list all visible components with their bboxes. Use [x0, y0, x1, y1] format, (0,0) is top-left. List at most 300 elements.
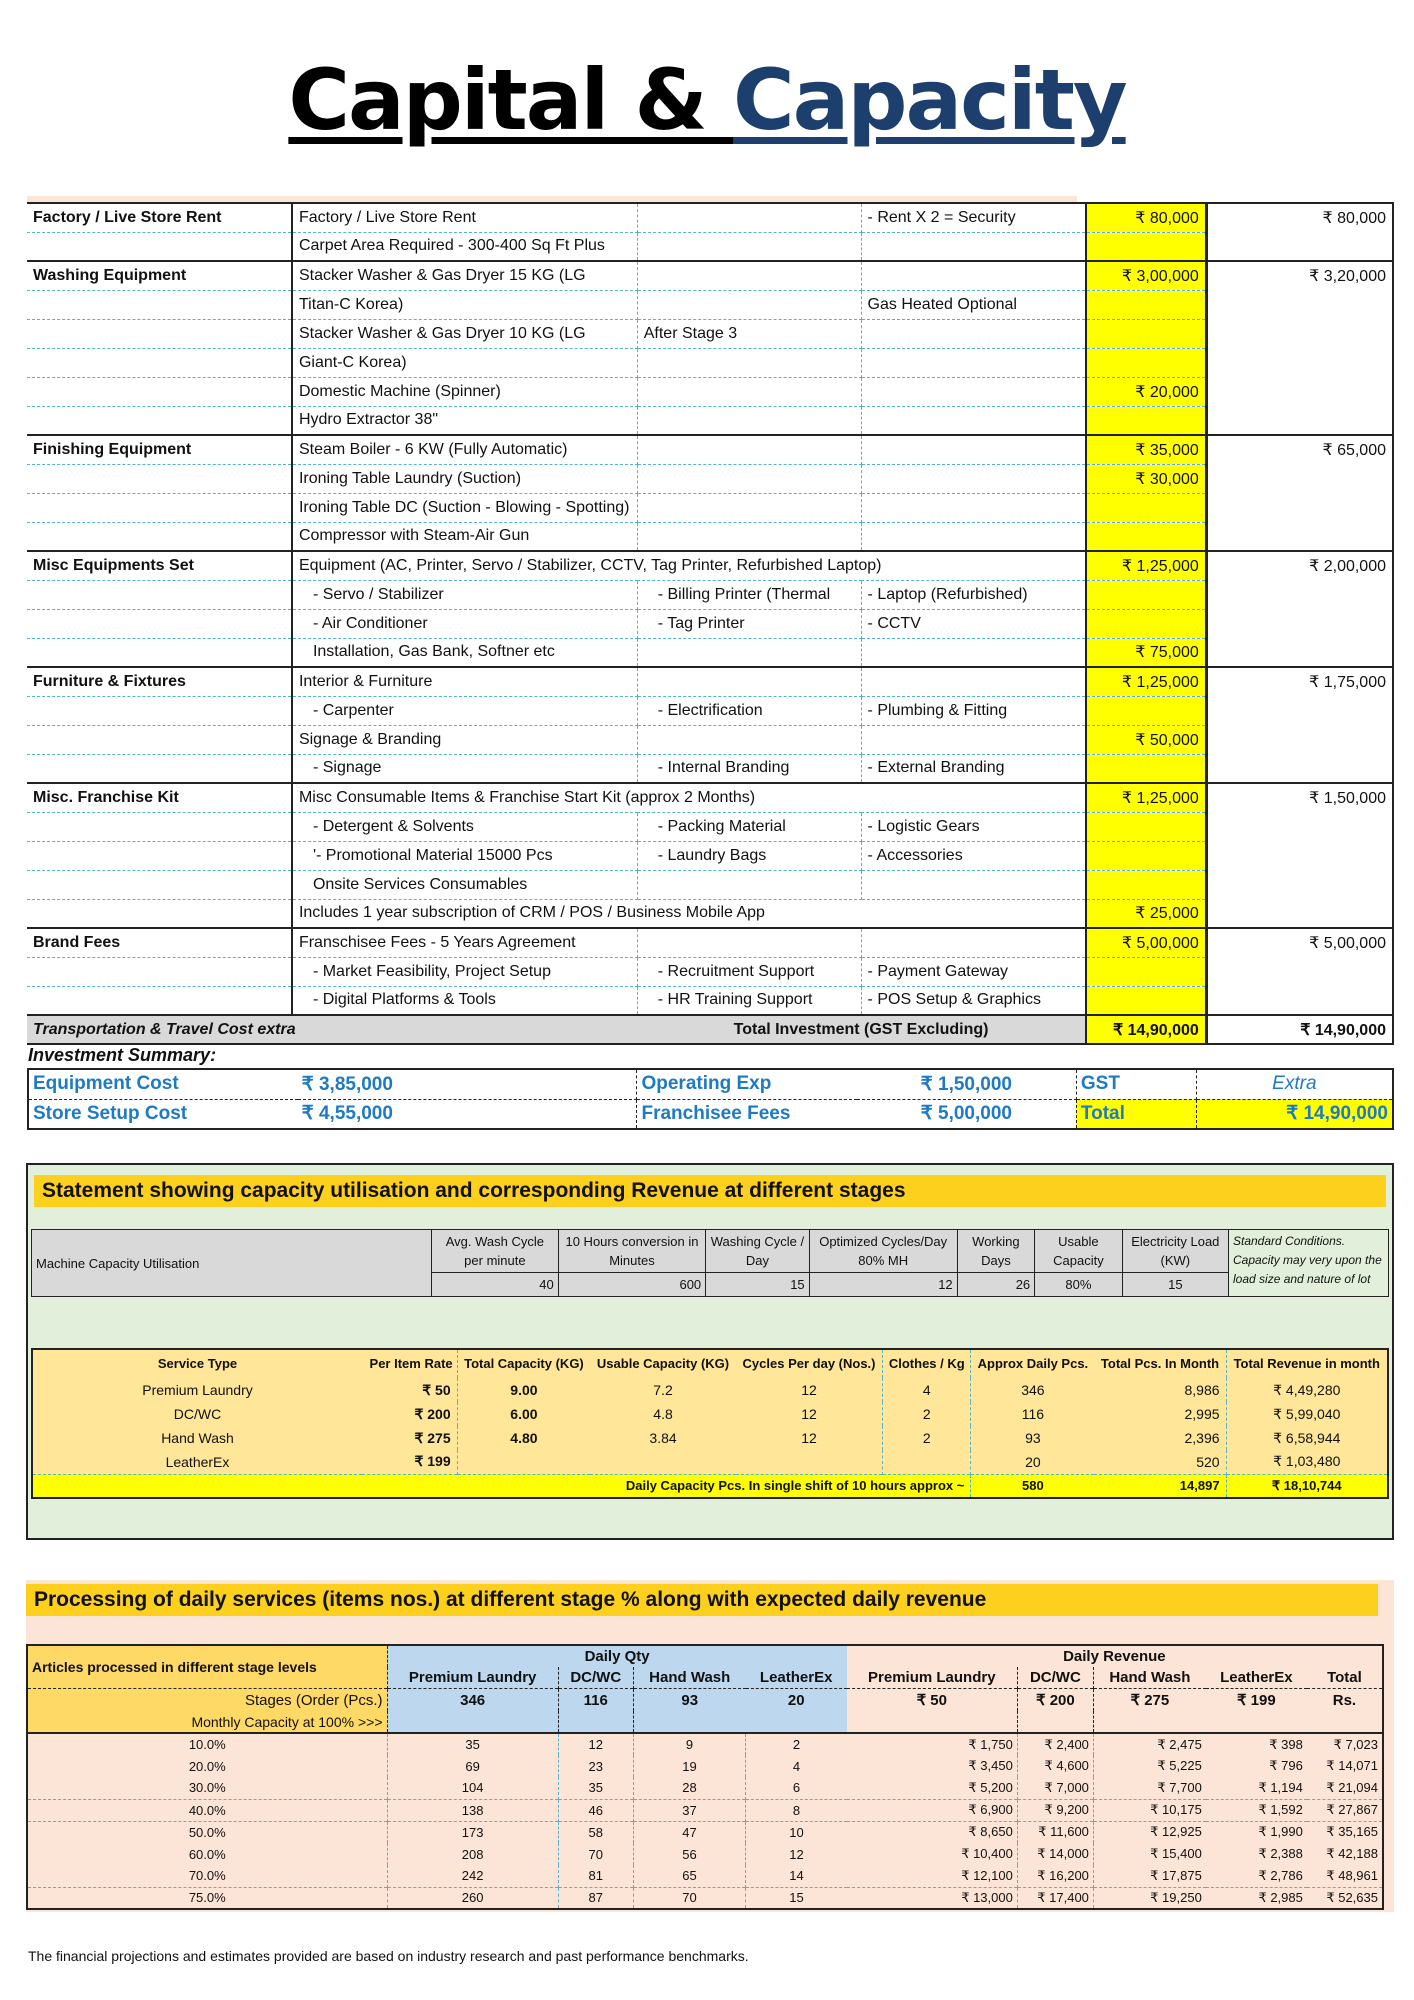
qty-column-header: Premium Laundry [387, 1667, 558, 1689]
footer-note: The financial projections and estimates provided are based on industry research and past performance benchmarks. [28, 1948, 749, 1964]
group-name: Brand Fees [27, 928, 292, 957]
stages-order-row [27, 1689, 1383, 1712]
item-description: Stacker Washer & Gas Dryer 15 KG (LG [292, 261, 637, 290]
item-detail-2 [637, 928, 861, 957]
stage-cell: ₹ 14,071 [1307, 1755, 1383, 1777]
standard-conditions-note: Standard Conditions. Capacity may very upon the load size and nature of lot [1229, 1230, 1389, 1297]
stage-cell: 138 [387, 1799, 558, 1821]
investment-table [27, 202, 1394, 1045]
stage-cell: ₹ 2,786 [1206, 1865, 1307, 1887]
group-name-empty [27, 348, 292, 377]
service-cell: 2 [883, 1402, 971, 1426]
order-qty: 20 [746, 1689, 847, 1712]
daily-capacity-label: Daily Capacity Pcs. In single shift of 10 hours approx ~ [32, 1474, 971, 1498]
group-name-empty [27, 696, 292, 725]
qty-column-header: LeatherEx [746, 1667, 847, 1689]
revenue-column-header: Hand Wash [1093, 1667, 1205, 1689]
service-cell [736, 1450, 883, 1474]
stage-cell: ₹ 9,200 [1017, 1799, 1093, 1821]
service-header: Cycles Per day (Nos.) [742, 1356, 876, 1371]
item-description: - Carpenter [292, 696, 637, 725]
qty-column-header: DC/WC [558, 1667, 633, 1689]
service-cell: ₹ 200 [414, 1405, 451, 1422]
group-subtotal: ₹ 1,50,000 [1206, 783, 1393, 928]
item-description: - Detergent & Solvents [292, 812, 637, 841]
order-qty: 116 [558, 1689, 633, 1712]
group-name-empty [27, 580, 292, 609]
item-detail-3: - Logistic Gears [861, 812, 1086, 841]
stage-cell: 56 [633, 1843, 745, 1865]
service-cell: 7.2 [653, 1382, 673, 1398]
investment-row [27, 928, 1393, 957]
stage-cell: 2 [746, 1733, 847, 1755]
item-amount [1086, 812, 1206, 841]
item-amount: ₹ 80,000 [1086, 203, 1206, 232]
investment-row [27, 725, 1393, 754]
daily-capacity-total: 14,897 [1094, 1474, 1226, 1498]
item-description: Titan-C Korea) [292, 290, 637, 319]
stage-cell: ₹ 5,200 [847, 1777, 1018, 1799]
item-description: Ironing Table Laundry (Suction) [292, 464, 637, 493]
group-name-empty [27, 986, 292, 1015]
item-detail-3 [861, 464, 1086, 493]
group-subtotal: ₹ 3,20,000 [1206, 261, 1393, 435]
stage-cell: 14 [746, 1865, 847, 1887]
item-description: Stacker Washer & Gas Dryer 10 KG (LG [292, 319, 637, 348]
item-detail-2: - Electrification [637, 696, 861, 725]
stage-row [27, 1777, 1383, 1799]
item-description: '- Promotional Material 15000 Pcs [292, 841, 637, 870]
service-header: Total Capacity (KG) [457, 1349, 590, 1378]
group-name-empty [27, 464, 292, 493]
service-cell: ₹ 5,99,040 [1226, 1402, 1388, 1426]
stage-percent: 70.0% [27, 1865, 387, 1887]
daily-capacity-total: 580 [971, 1474, 1095, 1498]
stage-percent: 20.0% [27, 1755, 387, 1777]
total-investment-amount: ₹ 14,90,000 [1086, 1015, 1206, 1044]
item-description: Includes 1 year subscription of CRM / POS / Business Mobile App [292, 899, 1086, 928]
service-cell: 346 [971, 1378, 1095, 1402]
service-cell: 12 [801, 1382, 817, 1398]
item-detail-2 [637, 377, 861, 406]
item-detail-2 [637, 870, 861, 899]
item-detail-3 [861, 522, 1086, 551]
investment-row [27, 667, 1393, 696]
summary-cell: ₹ 4,55,000 [298, 1099, 637, 1129]
summary-cell: Total [1076, 1099, 1196, 1129]
item-detail-3: - CCTV [861, 609, 1086, 638]
machine-header: Optimized Cycles/Day 80% MH [809, 1230, 957, 1273]
service-header: Service Type [157, 1356, 238, 1371]
total-investment-amount-2: ₹ 14,90,000 [1206, 1015, 1393, 1044]
summary-cell: Store Setup Cost [28, 1099, 298, 1129]
stages-table [26, 1644, 1384, 1910]
group-name-empty [27, 609, 292, 638]
item-detail-3: - External Branding [861, 754, 1086, 783]
investment-row [27, 899, 1393, 928]
group-name-empty [27, 638, 292, 667]
stage-cell: 58 [558, 1821, 633, 1843]
monthly-capacity-label: Monthly Capacity at 100% >>> [27, 1711, 387, 1733]
item-detail-3: - POS Setup & Graphics [861, 986, 1086, 1015]
machine-value: 26 [957, 1273, 1035, 1297]
stage-cell: ₹ 1,194 [1206, 1777, 1307, 1799]
title-part-capacity: Capacity [732, 51, 1126, 149]
group-name: Furniture & Fixtures [27, 667, 292, 696]
blank-cell [1093, 1711, 1205, 1733]
machine-capacity-table [31, 1229, 1389, 1297]
blank-cell [558, 1711, 633, 1733]
group-name-empty [27, 406, 292, 435]
stage-cell: ₹ 17,400 [1017, 1887, 1093, 1909]
item-amount [1086, 319, 1206, 348]
stage-cell: 19 [633, 1755, 745, 1777]
investment-row [27, 406, 1393, 435]
investment-row [27, 609, 1393, 638]
stage-cell: 104 [387, 1777, 558, 1799]
stage-cell: 23 [558, 1755, 633, 1777]
item-description: - Market Feasibility, Project Setup [292, 957, 637, 986]
stage-cell: 47 [633, 1821, 745, 1843]
group-name-empty [27, 319, 292, 348]
stage-row [27, 1887, 1383, 1909]
stage-percent: 60.0% [27, 1843, 387, 1865]
stages-row-label: Articles processed in different stage levels [27, 1645, 387, 1689]
stage-cell: ₹ 10,175 [1093, 1799, 1205, 1821]
item-description: Compressor with Steam-Air Gun [292, 522, 637, 551]
stage-cell: ₹ 14,000 [1017, 1843, 1093, 1865]
stage-cell: ₹ 19,250 [1093, 1887, 1205, 1909]
investment-row [27, 638, 1393, 667]
item-description: Equipment (AC, Printer, Servo / Stabilizer, CCTV, Tag Printer, Refurbished Laptop) [292, 551, 1086, 580]
service-cell: 12 [801, 1406, 817, 1422]
item-description: Interior & Furniture [292, 667, 637, 696]
service-cell: Premium Laundry [142, 1382, 253, 1398]
group-name-empty [27, 957, 292, 986]
stages-heading: Processing of daily services (items nos.) at different stage % along with expected daily revenue [26, 1584, 1378, 1616]
item-detail-3 [861, 261, 1086, 290]
service-cell: 3.84 [649, 1430, 677, 1446]
stage-cell: 12 [746, 1843, 847, 1865]
stage-cell: ₹ 7,700 [1093, 1777, 1205, 1799]
item-description: Ironing Table DC (Suction - Blowing - Spotting) [292, 493, 637, 522]
investment-summary-table [27, 1068, 1394, 1130]
service-cell: 2 [883, 1426, 971, 1450]
item-amount: ₹ 5,00,000 [1086, 928, 1206, 957]
blank-cell [1307, 1711, 1383, 1733]
summary-cell: Franchisee Fees [637, 1099, 857, 1129]
investment-row [27, 464, 1393, 493]
revenue-column-header: Total [1307, 1667, 1383, 1689]
item-detail-2 [637, 435, 861, 464]
service-cell: LeatherEx [165, 1453, 230, 1470]
group-name: Factory / Live Store Rent [27, 203, 292, 232]
service-cell: ₹ 4,49,280 [1226, 1378, 1388, 1402]
stage-cell: 69 [387, 1755, 558, 1777]
stage-row [27, 1843, 1383, 1865]
stage-cell: 46 [558, 1799, 633, 1821]
item-amount: ₹ 75,000 [1086, 638, 1206, 667]
stages-header-row [27, 1645, 1383, 1667]
stage-cell: 70 [558, 1843, 633, 1865]
group-subtotal: ₹ 65,000 [1206, 435, 1393, 551]
stage-cell: 35 [387, 1733, 558, 1755]
item-detail-2 [637, 290, 861, 319]
stage-cell: 12 [558, 1733, 633, 1755]
stage-cell: ₹ 2,388 [1206, 1843, 1307, 1865]
order-rate: ₹ 199 [1206, 1689, 1307, 1712]
service-header: Total Revenue in month [1226, 1349, 1388, 1378]
summary-cell: GST [1076, 1069, 1196, 1099]
service-row [32, 1402, 1388, 1426]
item-detail-2 [637, 522, 861, 551]
stage-cell: 70 [633, 1887, 745, 1909]
service-row [32, 1450, 1388, 1474]
stage-cell: 81 [558, 1865, 633, 1887]
order-rate: Rs. [1307, 1689, 1383, 1712]
summary-cell: Operating Exp [637, 1069, 857, 1099]
item-detail-3: - Accessories [861, 841, 1086, 870]
stage-row [27, 1733, 1383, 1755]
service-header: Total Pcs. In Month [1100, 1356, 1220, 1371]
summary-row [28, 1069, 1393, 1099]
stage-cell: ₹ 11,600 [1017, 1821, 1093, 1843]
stage-cell: ₹ 16,200 [1017, 1865, 1093, 1887]
stage-cell: ₹ 796 [1206, 1755, 1307, 1777]
machine-header: 10 Hours conversion in Minutes [558, 1230, 705, 1273]
item-description: Signage & Branding [292, 725, 637, 754]
item-detail-3 [861, 928, 1086, 957]
order-rate: ₹ 50 [847, 1689, 1018, 1712]
item-detail-3 [861, 435, 1086, 464]
item-amount [1086, 841, 1206, 870]
stage-cell: ₹ 6,900 [847, 1799, 1018, 1821]
group-name-empty [27, 232, 292, 261]
investment-row [27, 377, 1393, 406]
stage-cell: 15 [746, 1887, 847, 1909]
item-description: Domestic Machine (Spinner) [292, 377, 637, 406]
summary-cell: ₹ 5,00,000 [857, 1099, 1077, 1129]
machine-header: Washing Cycle / Day [706, 1230, 810, 1273]
group-name-empty [27, 754, 292, 783]
summary-cell: ₹ 14,90,000 [1196, 1099, 1393, 1129]
item-amount: ₹ 1,25,000 [1086, 551, 1206, 580]
service-cell: Hand Wash [161, 1430, 234, 1446]
item-detail-2: After Stage 3 [637, 319, 861, 348]
service-header: Usable Capacity (KG) [596, 1356, 730, 1371]
service-cell: 9.00 [457, 1378, 590, 1402]
item-detail-2 [637, 725, 861, 754]
item-detail-3 [861, 638, 1086, 667]
order-rate: ₹ 200 [1017, 1689, 1093, 1712]
stage-cell: ₹ 1,750 [847, 1733, 1018, 1755]
group-subtotal: ₹ 5,00,000 [1206, 928, 1393, 1015]
item-detail-3 [861, 232, 1086, 261]
item-amount [1086, 580, 1206, 609]
order-rate: ₹ 275 [1093, 1689, 1205, 1712]
machine-header: Usable Capacity [1035, 1230, 1123, 1273]
item-detail-3: Gas Heated Optional [861, 290, 1086, 319]
item-description: - Servo / Stabilizer [292, 580, 637, 609]
service-header: Clothes / Kg [883, 1349, 971, 1378]
stage-cell: ₹ 2,400 [1017, 1733, 1093, 1755]
stage-cell: ₹ 35,165 [1307, 1821, 1383, 1843]
group-name: Washing Equipment [27, 261, 292, 290]
stage-cell: 8 [746, 1799, 847, 1821]
item-detail-2: - Recruitment Support [637, 957, 861, 986]
service-cell: 93 [971, 1426, 1095, 1450]
item-detail-2 [637, 667, 861, 696]
item-description: Installation, Gas Bank, Softner etc [292, 638, 637, 667]
item-description: Carpet Area Required - 300-400 Sq Ft Plus [292, 232, 637, 261]
service-cell: ₹ 1,03,480 [1226, 1450, 1388, 1474]
group-name-empty [27, 290, 292, 319]
item-amount [1086, 406, 1206, 435]
item-detail-2: - Packing Material [637, 812, 861, 841]
revenue-column-header: Premium Laundry [847, 1667, 1018, 1689]
service-cell: 2,995 [1184, 1406, 1220, 1422]
item-amount [1086, 754, 1206, 783]
item-detail-3: - Plumbing & Fitting [861, 696, 1086, 725]
daily-capacity-total: ₹ 18,10,744 [1226, 1474, 1388, 1498]
group-name-empty [27, 899, 292, 928]
stage-cell: ₹ 15,400 [1093, 1843, 1205, 1865]
blank-cell [746, 1711, 847, 1733]
machine-header: Working Days [957, 1230, 1035, 1273]
stage-cell: 9 [633, 1733, 745, 1755]
item-detail-3: - Rent X 2 = Security [861, 203, 1086, 232]
stage-percent: 40.0% [27, 1799, 387, 1821]
service-cell: 2,396 [1184, 1430, 1220, 1446]
group-name-empty [27, 493, 292, 522]
stage-row [27, 1865, 1383, 1887]
stage-cell: 87 [558, 1887, 633, 1909]
item-amount: ₹ 1,25,000 [1086, 667, 1206, 696]
group-name: Misc. Franchise Kit [27, 783, 292, 812]
blank-cell [847, 1711, 1018, 1733]
machine-value: 600 [558, 1273, 705, 1297]
group-name-empty [27, 377, 292, 406]
stage-cell: ₹ 21,094 [1307, 1777, 1383, 1799]
group-name: Misc Equipments Set [27, 551, 292, 580]
item-detail-2: - Billing Printer (Thermal [637, 580, 861, 609]
service-cell: 4 [883, 1378, 971, 1402]
item-description: Factory / Live Store Rent [292, 203, 637, 232]
machine-value: 15 [1122, 1273, 1228, 1297]
item-detail-2 [637, 638, 861, 667]
stage-cell: ₹ 27,867 [1307, 1799, 1383, 1821]
item-detail-3 [861, 870, 1086, 899]
stage-cell: 6 [746, 1777, 847, 1799]
stage-cell: ₹ 7,023 [1307, 1733, 1383, 1755]
stages-order-label: Stages (Order (Pcs.) [27, 1689, 387, 1712]
group-subtotal: ₹ 80,000 [1206, 203, 1393, 261]
machine-header: Electricity Load (KW) [1122, 1230, 1228, 1273]
item-description: - Signage [292, 754, 637, 783]
investment-row [27, 522, 1393, 551]
stage-cell: ₹ 7,000 [1017, 1777, 1093, 1799]
service-cell: DC/WC [173, 1406, 222, 1422]
service-cell [883, 1450, 971, 1474]
stage-cell: 173 [387, 1821, 558, 1843]
item-detail-2 [637, 261, 861, 290]
investment-row [27, 957, 1393, 986]
stage-row [27, 1799, 1383, 1821]
service-header: Per Item Rate [369, 1356, 453, 1371]
item-amount: ₹ 35,000 [1086, 435, 1206, 464]
revenue-column-header: DC/WC [1017, 1667, 1093, 1689]
machine-capacity-label: Machine Capacity Utilisation [32, 1230, 432, 1297]
machine-value: 12 [809, 1273, 957, 1297]
item-amount [1086, 986, 1206, 1015]
stage-cell: ₹ 3,450 [847, 1755, 1018, 1777]
item-amount [1086, 522, 1206, 551]
item-amount: ₹ 50,000 [1086, 725, 1206, 754]
group-name-empty [27, 725, 292, 754]
service-cell: ₹ 275 [414, 1429, 451, 1446]
group-subtotal: ₹ 2,00,000 [1206, 551, 1393, 667]
item-detail-2 [637, 464, 861, 493]
stage-cell: ₹ 8,650 [847, 1821, 1018, 1843]
item-amount [1086, 609, 1206, 638]
service-cell: 12 [801, 1430, 817, 1446]
stage-cell: ₹ 12,925 [1093, 1821, 1205, 1843]
service-cell: 520 [1196, 1453, 1220, 1470]
title-part-capital: Capital & [288, 51, 733, 149]
investment-row [27, 232, 1393, 261]
item-description: Hydro Extractor 38" [292, 406, 637, 435]
item-detail-3 [861, 493, 1086, 522]
investment-row [27, 319, 1393, 348]
group-name-empty [27, 522, 292, 551]
stage-cell: ₹ 1,990 [1206, 1821, 1307, 1843]
investment-row [27, 435, 1393, 464]
group-name-empty [27, 812, 292, 841]
group-subtotal: ₹ 1,75,000 [1206, 667, 1393, 783]
item-description: Misc Consumable Items & Franchise Start Kit (approx 2 Months) [292, 783, 1086, 812]
daily-capacity-total-row [32, 1474, 1388, 1498]
stage-cell: ₹ 13,000 [847, 1887, 1018, 1909]
item-amount: ₹ 30,000 [1086, 464, 1206, 493]
item-detail-3 [861, 406, 1086, 435]
service-cell [457, 1450, 590, 1474]
stage-percent: 75.0% [27, 1887, 387, 1909]
order-qty: 93 [633, 1689, 745, 1712]
investment-row [27, 870, 1393, 899]
service-cell: 6.00 [457, 1402, 590, 1426]
investment-row [27, 986, 1393, 1015]
item-amount [1086, 957, 1206, 986]
summary-cell: Equipment Cost [28, 1069, 298, 1099]
item-detail-3 [861, 725, 1086, 754]
stage-cell: ₹ 2,985 [1206, 1887, 1307, 1909]
investment-row [27, 551, 1393, 580]
item-detail-3: - Payment Gateway [861, 957, 1086, 986]
item-amount: ₹ 3,00,000 [1086, 261, 1206, 290]
qty-column-header: Hand Wash [633, 1667, 745, 1689]
stage-cell: ₹ 12,100 [847, 1865, 1018, 1887]
stage-cell: ₹ 52,635 [1307, 1887, 1383, 1909]
stages-panel [26, 1580, 1394, 1912]
stage-cell: 65 [633, 1865, 745, 1887]
item-detail-2: - Tag Printer [637, 609, 861, 638]
investment-row [27, 812, 1393, 841]
item-amount: ₹ 20,000 [1086, 377, 1206, 406]
item-description: - Digital Platforms & Tools [292, 986, 637, 1015]
group-name: Finishing Equipment [27, 435, 292, 464]
item-amount [1086, 696, 1206, 725]
investment-row [27, 493, 1393, 522]
